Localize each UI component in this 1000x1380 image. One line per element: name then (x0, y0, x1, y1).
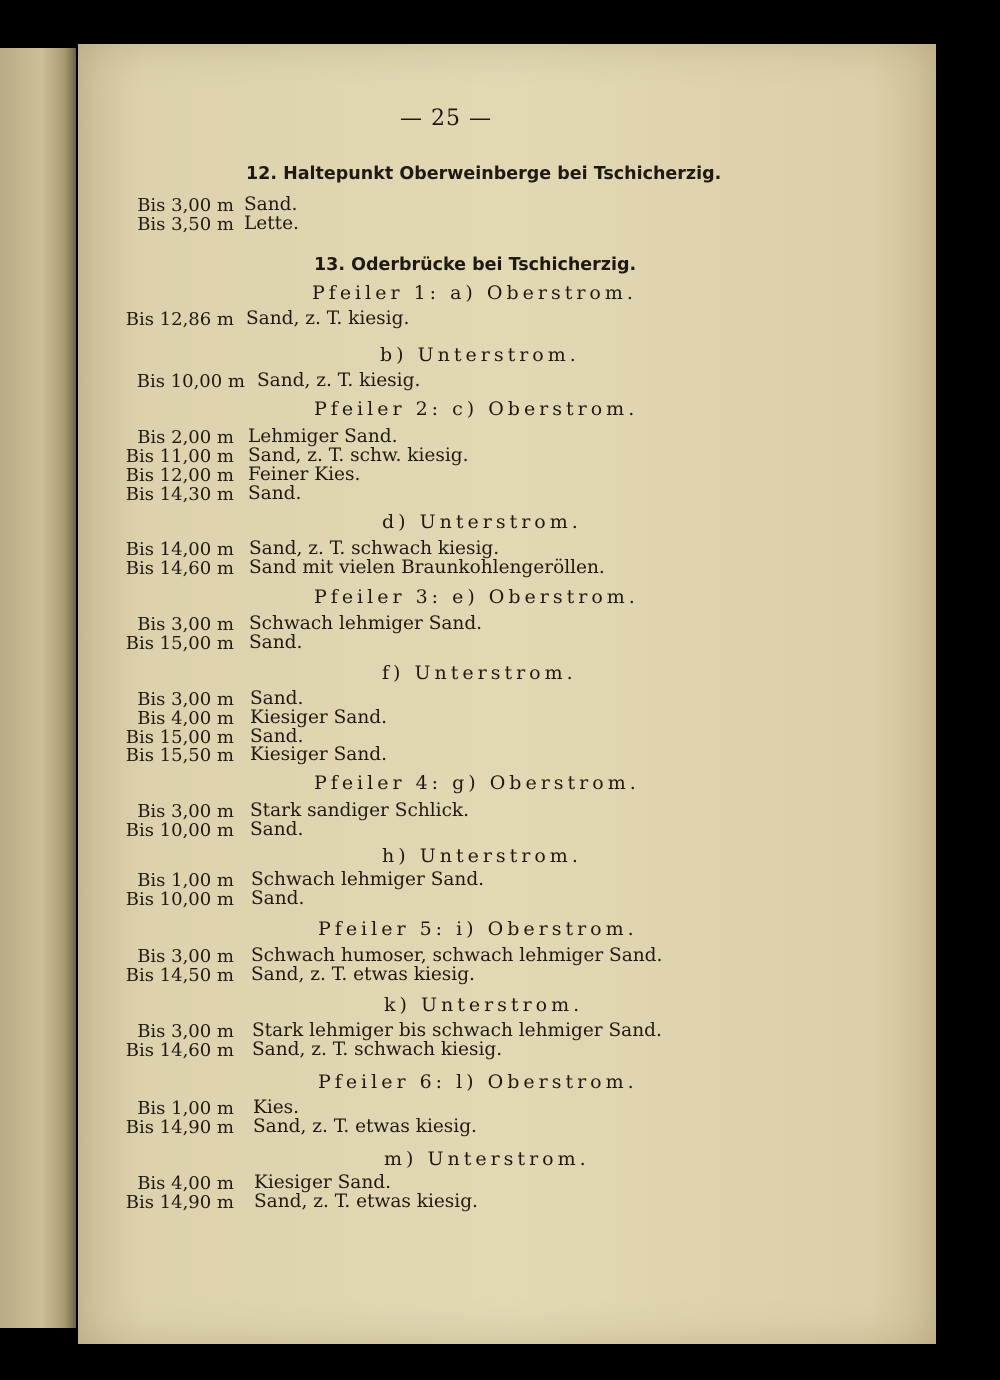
depth-value: Bis 3,00 m (137, 614, 234, 635)
depth-value: Bis 10,00 m (125, 820, 234, 841)
depth-value: Bis 14,90 m (125, 1117, 234, 1138)
subsection-title: b) Unterstrom. (380, 344, 580, 366)
book-page (78, 44, 936, 1344)
subsection-title: Pfeiler 4: g) Oberstrom. (314, 772, 640, 794)
layer-description: Kiesiger Sand. (250, 707, 387, 728)
depth-value: Bis 15,00 m (125, 633, 234, 654)
layer-description: Sand, z. T. etwas kiesig. (254, 1191, 478, 1212)
subsection-title: d) Unterstrom. (382, 511, 582, 533)
depth-value: Bis 2,00 m (137, 427, 234, 448)
layer-description: Kies. (253, 1097, 300, 1118)
layer-description: Sand. (244, 194, 298, 215)
layer-description: Sand. (250, 726, 304, 747)
layer-description: Kiesiger Sand. (250, 744, 387, 765)
depth-value: Bis 12,00 m (125, 465, 234, 486)
subsection-title: m) Unterstrom. (384, 1148, 590, 1170)
layer-description: Schwach lehmiger Sand. (251, 869, 485, 890)
depth-value: Bis 14,60 m (125, 558, 234, 579)
depth-value: Bis 3,00 m (137, 801, 234, 822)
depth-value: Bis 3,00 m (137, 689, 234, 710)
layer-description: Lehmiger Sand. (248, 426, 398, 447)
layer-description: Schwach humoser, schwach lehmiger Sand. (251, 945, 663, 966)
layer-description: Sand. (251, 888, 305, 909)
layer-description: Stark sandiger Schlick. (250, 800, 470, 821)
depth-value: Bis 3,50 m (137, 214, 234, 235)
layer-description: Feiner Kies. (248, 464, 361, 485)
depth-value: Bis 14,60 m (125, 1040, 234, 1061)
depth-value: Bis 15,00 m (125, 727, 234, 748)
layer-description: Sand, z. T. kiesig. (257, 370, 421, 391)
layer-description: Sand mit vielen Braunkohlengeröllen. (249, 557, 605, 578)
subsection-title: f) Unterstrom. (382, 662, 577, 684)
layer-description: Lette. (244, 213, 299, 234)
layer-description: Sand, z. T. etwas kiesig. (251, 964, 475, 985)
subsection-title: k) Unterstrom. (384, 994, 584, 1016)
layer-description: Sand, z. T. etwas kiesig. (253, 1116, 477, 1137)
facing-page-edge (0, 48, 76, 1328)
depth-value: Bis 14,00 m (125, 539, 234, 560)
depth-value: Bis 3,00 m (137, 946, 234, 967)
layer-description: Sand. (250, 688, 304, 709)
section-heading-12: 12. Haltepunkt Oberweinberge bei Tschicherzig. (246, 164, 722, 184)
depth-value: Bis 14,90 m (125, 1192, 234, 1213)
layer-description: Schwach lehmiger Sand. (249, 613, 483, 634)
layer-description: Sand, z. T. schw. kiesig. (248, 445, 469, 466)
depth-value: Bis 14,50 m (125, 965, 234, 986)
layer-description: Sand, z. T. schwach kiesig. (249, 538, 500, 559)
page-number: — 25 — (400, 106, 492, 131)
depth-value: Bis 14,30 m (125, 484, 234, 505)
layer-description: Stark lehmiger bis schwach lehmiger Sand. (252, 1020, 662, 1041)
subsection-title: h) Unterstrom. (382, 845, 582, 867)
section-heading-13: 13. Oderbrücke bei Tschicherzig. (314, 255, 637, 275)
depth-value: Bis 11,00 m (125, 446, 234, 467)
layer-description: Sand. (249, 632, 303, 653)
depth-value: Bis 1,00 m (137, 1098, 234, 1119)
subsection-title: Pfeiler 1: a) Oberstrom. (312, 282, 637, 304)
depth-value: Bis 15,50 m (125, 745, 234, 766)
depth-value: Bis 10,00 m (125, 889, 234, 910)
depth-value: Bis 12,86 m (125, 309, 234, 330)
depth-value: Bis 10,00 m (136, 371, 245, 392)
depth-value: Bis 4,00 m (137, 708, 234, 729)
subsection-title: Pfeiler 2: c) Oberstrom. (314, 398, 639, 420)
depth-value: Bis 4,00 m (137, 1173, 234, 1194)
layer-description: Sand. (248, 483, 302, 504)
layer-description: Sand, z. T. schwach kiesig. (252, 1039, 503, 1060)
layer-description: Kiesiger Sand. (254, 1172, 391, 1193)
layer-description: Sand. (250, 819, 304, 840)
subsection-title: Pfeiler 6: l) Oberstrom. (318, 1071, 638, 1093)
subsection-title: Pfeiler 5: i) Oberstrom. (318, 918, 638, 940)
depth-value: Bis 1,00 m (137, 870, 234, 891)
depth-value: Bis 3,00 m (137, 1021, 234, 1042)
layer-description: Sand, z. T. kiesig. (246, 308, 410, 329)
depth-value: Bis 3,00 m (137, 195, 234, 216)
subsection-title: Pfeiler 3: e) Oberstrom. (314, 586, 639, 608)
